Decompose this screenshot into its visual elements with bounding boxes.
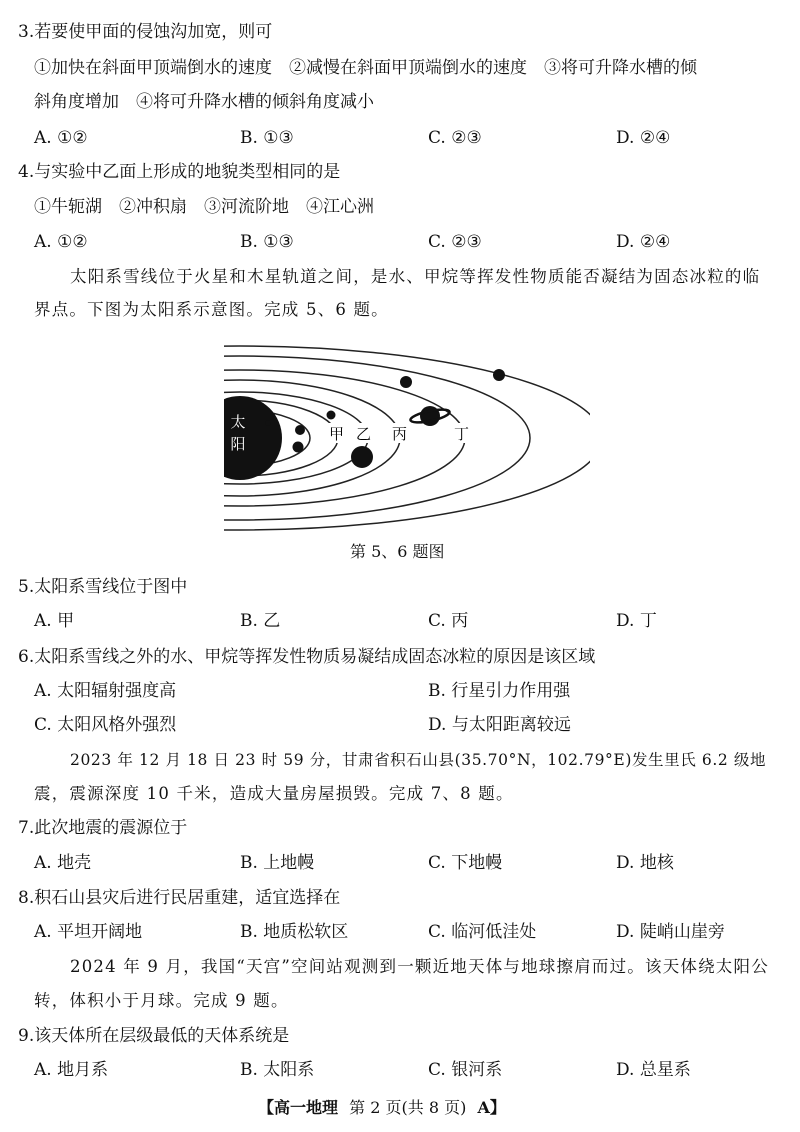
- passage-7-8-line-2: 震，震源深度 10 千米，造成大量房屋损毁。完成 7、8 题。: [34, 784, 514, 803]
- question-7-option-b: B. 上地幔: [240, 853, 315, 873]
- label-yi: 乙: [356, 425, 372, 443]
- question-7-stem: 7.此次地震的震源位于: [18, 818, 188, 838]
- footer-version: A】: [477, 1098, 506, 1117]
- planet-mercury: [265, 420, 271, 426]
- sun-label-1: 太: [230, 413, 246, 431]
- question-6-stem: 6.太阳系雪线之外的水、甲烷等挥发性物质易凝结成固态冰粒的原因是该区域: [18, 647, 596, 667]
- question-3-option-c: C. ②③: [428, 128, 482, 148]
- question-4-stem: 4.与实验中乙面上形成的地貌类型相同的是: [18, 162, 341, 182]
- planet-earth: [293, 442, 304, 453]
- question-7-option-c: C. 下地幔: [428, 853, 503, 873]
- footer-page-number: 第 2 页(共 8 页): [349, 1098, 467, 1117]
- figure-left-crop: [210, 335, 224, 535]
- passage-9-line-2: 转，体积小于月球。完成 9 题。: [34, 991, 289, 1010]
- question-5-stem: 5.太阳系雪线位于图中: [18, 577, 188, 597]
- figure-caption: 第 5、6 题图: [350, 542, 445, 561]
- passage-5-6-line-1: 太阳系雪线位于火星和木星轨道之间，是水、甲烷等挥发性物质能否凝结为固态冰粒的临: [70, 267, 761, 286]
- question-8-option-c: C. 临河低洼处: [428, 922, 537, 942]
- question-9-option-c: C. 银河系: [428, 1060, 503, 1080]
- question-6-option-d: D. 与太阳距离较远: [428, 715, 571, 735]
- question-3-items-line-2: 斜角度增加 ④将可升降水槽的倾斜角度减小: [34, 92, 374, 112]
- question-3-option-b: B. ①③: [240, 128, 294, 148]
- question-4-items: ①牛轭湖 ②冲积扇 ③河流阶地 ④江心洲: [34, 197, 374, 217]
- question-5-option-a: A. 甲: [34, 611, 75, 631]
- sun-label-2: 阳: [230, 435, 246, 453]
- question-6-option-c: C. 太阳风格外强烈: [34, 715, 177, 735]
- label-ding: 丁: [454, 425, 470, 443]
- question-9-stem: 9.该天体所在层级最低的天体系统是: [18, 1026, 290, 1046]
- question-8-stem: 8.积石山县灾后进行民居重建，适宜选择在: [18, 888, 341, 908]
- question-9-option-b: B. 太阳系: [240, 1060, 315, 1080]
- question-4-option-b: B. ①③: [240, 232, 294, 252]
- footer-subject: 【高一地理: [258, 1098, 339, 1117]
- question-3-items-line-1: ①加快在斜面甲顶端倒水的速度 ②减慢在斜面甲顶端倒水的速度 ③将可升降水槽的倾: [34, 58, 697, 78]
- passage-5-6-line-2: 界点。下图为太阳系示意图。完成 5、6 题。: [34, 300, 389, 319]
- question-3-option-a: A. ①②: [34, 128, 88, 148]
- passage-7-8-line-1: 2023 年 12 月 18 日 23 时 59 分，甘肃省积石山县(35.70°N，102.79°E)发生里氏 6.2 级地: [70, 751, 767, 769]
- passage-9-line-1: 2024 年 9 月，我国“天宫”空间站观测到一颗近地天体与地球擦肩而过。该天体绕太阳公: [70, 957, 769, 976]
- question-8-option-d: D. 陡峭山崖旁: [616, 922, 725, 942]
- planet-neptune: [493, 369, 505, 381]
- question-6-option-a: A. 太阳辐射强度高: [34, 681, 177, 701]
- question-4-option-d: D. ②④: [616, 232, 671, 252]
- label-bing: 丙: [392, 425, 408, 443]
- question-4-option-a: A. ①②: [34, 232, 88, 252]
- planet-saturn: [409, 406, 450, 426]
- planet-venus: [295, 425, 305, 435]
- question-3-stem: 3.若要使甲面的侵蚀沟加宽，则可: [18, 22, 273, 42]
- question-7-option-a: A. 地壳: [34, 853, 92, 873]
- question-8-option-b: B. 地质松软区: [240, 922, 349, 942]
- planet-mars: [327, 411, 336, 420]
- planet-jupiter: [351, 446, 373, 468]
- question-6-option-b: B. 行星引力作用强: [428, 681, 571, 701]
- question-4-option-c: C. ②③: [428, 232, 482, 252]
- question-5-option-d: D. 丁: [616, 611, 657, 631]
- question-5-option-c: C. 丙: [428, 611, 469, 631]
- question-3-option-d: D. ②④: [616, 128, 671, 148]
- question-7-option-d: D. 地核: [616, 853, 674, 873]
- label-jia: 甲: [329, 425, 345, 443]
- question-9-option-d: D. 总星系: [616, 1060, 691, 1080]
- question-5-option-b: B. 乙: [240, 611, 281, 631]
- question-9-option-a: A. 地月系: [34, 1060, 109, 1080]
- question-8-option-a: A. 平坦开阔地: [34, 922, 143, 942]
- solar-system-diagram: [210, 335, 590, 535]
- planet-uranus: [400, 376, 412, 388]
- page-footer: [258, 1096, 506, 1120]
